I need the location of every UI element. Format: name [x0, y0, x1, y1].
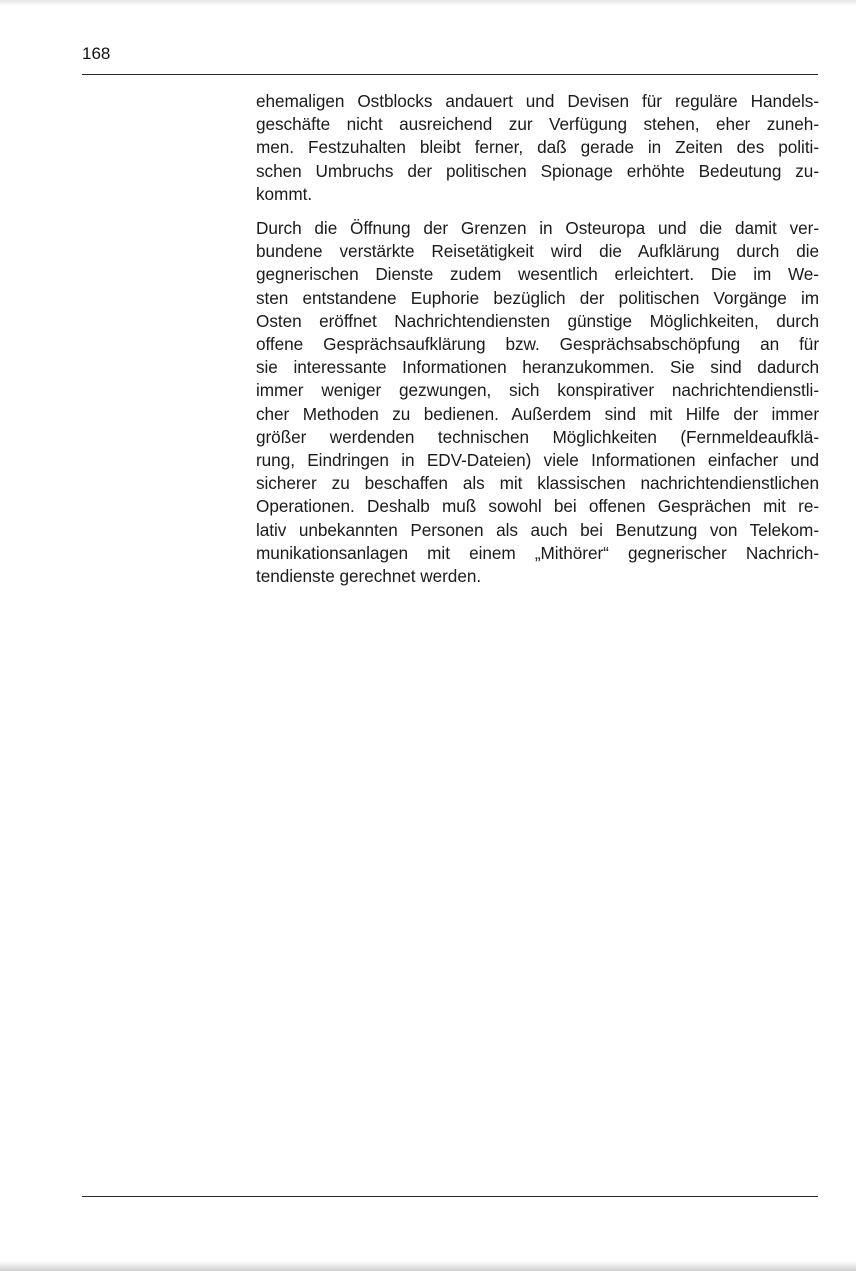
- text-line: schen Umbruchs der politischen Spionage erhöhte Bedeutung zu-: [256, 160, 819, 181]
- footer-rule: [82, 1196, 818, 1197]
- paragraph-1: [256, 90, 819, 206]
- scan-edge-bottom: [0, 1261, 856, 1271]
- text-line: gegnerischen Dienste zudem wesentlich erleichtert. Die im We-: [256, 264, 819, 285]
- text-line: munikationsanlagen mit einem „Mithörer“ gegnerischer Nachrich-: [256, 542, 819, 563]
- text-line: Osten eröffnet Nachrichtendiensten günstige Möglichkeiten, durch: [256, 310, 819, 331]
- text-line: men. Festzuhalten bleibt ferner, daß gerade in Zeiten des politi-: [256, 137, 819, 158]
- text-line: Durch die Öffnung der Grenzen in Osteuropa und die damit ver-: [256, 218, 819, 239]
- text-line: ehemaligen Ostblocks andauert und Devisen für reguläre Handels-: [256, 91, 819, 111]
- scan-edge-top: [0, 0, 856, 6]
- text-line: sie interessante Informationen heranzukommen. Sie sind dadurch: [256, 357, 819, 378]
- paragraph-2: [256, 217, 819, 588]
- text-line: sicherer zu beschaffen als mit klassischen nachrichtendienstlichen: [256, 473, 819, 494]
- text-line: rung, Eindringen in EDV-Dateien) viele Informationen einfacher und: [256, 450, 819, 471]
- text-line: offene Gesprächsaufklärung bzw. Gesprächsabschöpfung an für: [256, 334, 819, 355]
- header-rule: [82, 74, 818, 75]
- text-line: bundene verstärkte Reisetätigkeit wird die Aufklärung durch die: [256, 241, 819, 262]
- text-line: lativ unbekannten Personen als auch bei Benutzung von Telekom-: [256, 519, 819, 540]
- text-line: sten entstandene Euphorie bezüglich der politischen Vorgänge im: [256, 287, 819, 308]
- text-line: tendienste gerechnet werden.: [256, 566, 482, 587]
- text-line: größer werdenden technischen Möglichkeiten (Fernmeldeaufklä-: [256, 426, 819, 447]
- text-line: cher Methoden zu bedienen. Außerdem sind mit Hilfe der immer: [256, 403, 819, 424]
- text-line: Operationen. Deshalb muß sowohl bei offenen Gesprächen mit re-: [256, 496, 819, 517]
- text-line: kommt.: [256, 183, 313, 204]
- text-line: immer weniger gezwungen, sich konspirativer nachrichtendienstli-: [256, 380, 819, 401]
- body-text: [256, 90, 819, 599]
- page-number: 168: [82, 44, 111, 63]
- text-line: geschäfte nicht ausreichend zur Verfügung stehen, eher zuneh-: [256, 114, 819, 135]
